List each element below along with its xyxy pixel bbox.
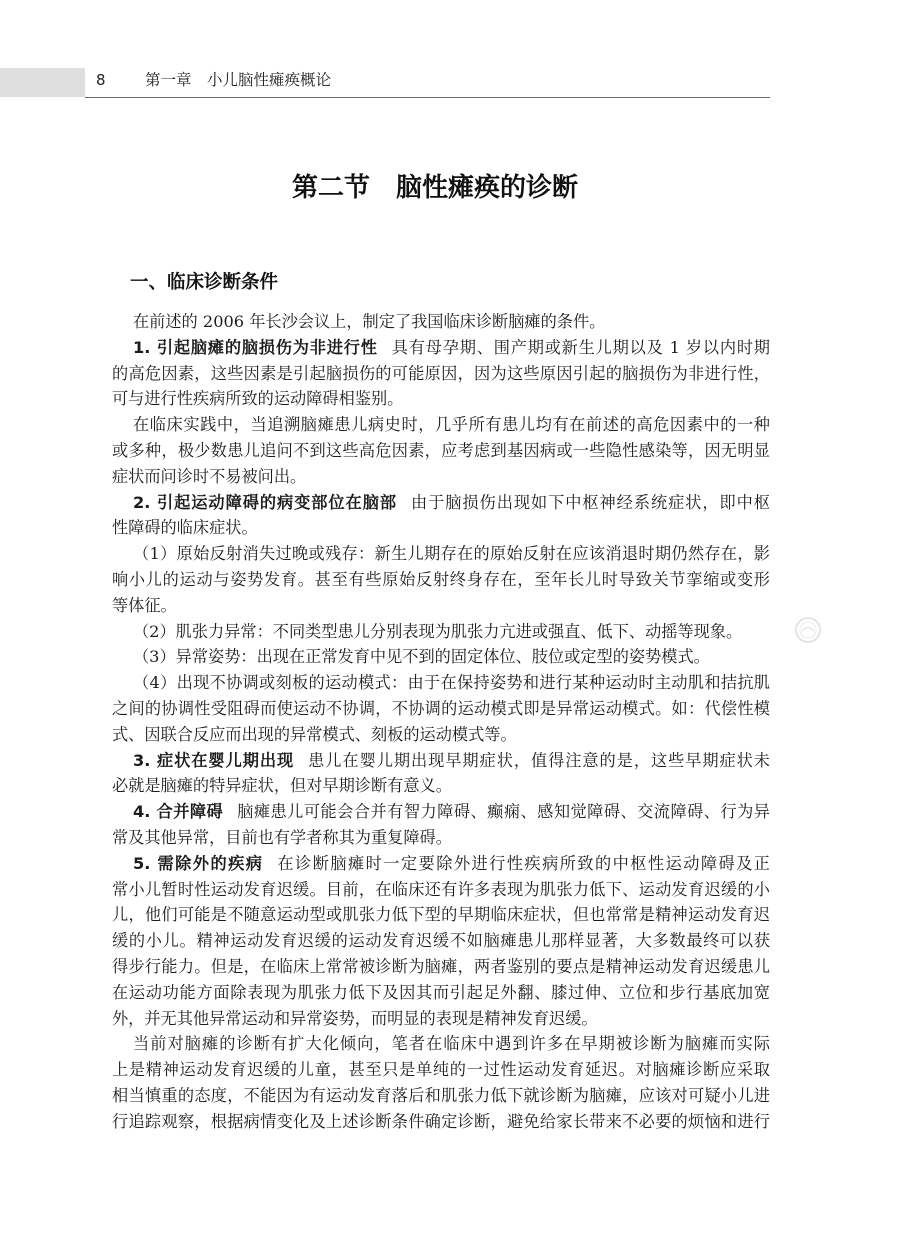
sub-item-4	[112, 670, 770, 747]
text-line: 响小儿的运动与姿势发育。甚至有些原始反射终身存在，至年长儿时导致关节挛缩或变形	[112, 569, 770, 589]
section-title: 第二节 脑性瘫痪的诊断	[291, 173, 578, 203]
numbered-criterion-4	[112, 799, 770, 851]
text-line: （1）原始反射消失过晚或残存：新生儿期存在的原始反射在应该消退时期仍然存在，影	[133, 544, 770, 564]
text-line-content: 患儿在婴儿期出现早期症状，值得注意的是，这些早期症状未	[308, 750, 770, 770]
text-line	[112, 851, 770, 877]
text-line-content: 具有母孕期、围产期或新生儿期以及 1 岁以内时期	[391, 337, 770, 357]
body-text	[112, 309, 770, 1135]
text-line: 性障碍的临床症状。	[112, 518, 258, 538]
criterion-lead-heading: 3. 症状在婴儿期出现	[133, 750, 295, 770]
criterion-lead-heading: 5. 需除外的疾病	[133, 853, 264, 873]
text-line: 行追踪观察，根据病情变化及上述诊断条件确定诊断，避免给家长带来不必要的烦恼和进行	[112, 1111, 770, 1131]
paragraph	[112, 309, 770, 335]
text-line: 相当慎重的态度，不能因为有运动发育落后和肌张力低下就诊断为脑瘫，应该对可疑小儿进	[112, 1085, 770, 1105]
paragraph	[112, 412, 770, 489]
text-line: 外，并无其他异常运动和异常姿势，而明显的表现是精神发育迟缓。	[112, 1008, 598, 1028]
text-line: 上是精神运动发育迟缓的儿童，甚至只是单纯的一过性运动发育延迟。对脑瘫诊断应采取	[112, 1060, 770, 1080]
sub-item-3	[112, 644, 770, 670]
text-line: 在运动功能方面除表现为肌张力低下及因其而引起足外翻、膝过伸、立位和步行基底加宽	[112, 982, 770, 1002]
text-line: 儿，他们可能是不随意运动型或肌张力低下型的早期临床症状，但也常常是精神运动发育迟	[112, 905, 770, 925]
text-line: （4）出现不协调或刻板的运动模式：由于在保持姿势和进行某种运动时主动肌和拮抗肌	[133, 673, 770, 693]
header-gray-bar	[0, 68, 85, 97]
text-line: 得步行能力。但是，在临床上常常被诊断为脑瘫，两者鉴别的要点是精神运动发育迟缓患儿	[112, 956, 770, 976]
page-number: 8	[96, 71, 106, 89]
text-line-content: 由于脑损伤出现如下中枢神经系统症状，即中枢	[410, 492, 770, 512]
watermark-logo-icon	[794, 616, 822, 644]
sub-item-2	[112, 619, 770, 645]
text-line: 必就是脑瘫的特异症状，但对早期诊断有意义。	[112, 776, 452, 796]
text-line: 症状而问诊时不易被问出。	[112, 466, 307, 486]
text-line: 等体征。	[112, 595, 177, 615]
text-line: 在前述的 2006 年长沙会议上，制定了我国临床诊断脑瘫的条件。	[133, 312, 606, 331]
criterion-lead-heading: 4. 合并障碍	[133, 802, 224, 822]
subsection-heading: 一、临床诊断条件	[130, 272, 279, 293]
text-line: 当前对脑瘫的诊断有扩大化倾向，笔者在临床中遇到许多在早期被诊断为脑瘫而实际	[133, 1034, 770, 1054]
running-head-chapter-title: 第一章 小儿脑性瘫痪概论	[145, 71, 332, 89]
text-line: 之间的协调性受阻碍而使运动不协调，不协调的运动模式即是异常运动模式。如：代偿性模	[112, 698, 770, 718]
text-line: 缓的小儿。精神运动发育迟缓的运动发育迟缓不如脑瘫患儿那样显著，大多数最终可以获	[112, 931, 770, 951]
text-line: 常及其他异常，目前也有学者称其为重复障碍。	[112, 827, 452, 847]
criterion-lead-heading: 1. 引起脑瘫的脑损伤为非进行性	[133, 337, 378, 357]
text-line: 或多种，极少数患儿追问不到这些高危因素，应考虑到基因病或一些隐性感染等，因无明显	[112, 440, 770, 460]
numbered-criterion-2	[112, 490, 770, 542]
text-line-content: 在诊断脑瘫时一定要除外进行性疾病所致的中枢性运动障碍及正	[277, 853, 770, 873]
text-line	[112, 748, 770, 774]
paragraph	[112, 1031, 770, 1134]
numbered-criterion-5	[112, 851, 770, 1032]
sub-item-1	[112, 541, 770, 618]
text-line: （3）异常姿势：出现在正常发育中见不到的固定体位、肢位或定型的姿势模式。	[133, 647, 710, 667]
text-line	[112, 799, 770, 825]
text-line: 常小儿暂时性运动发育迟缓。目前，在临床还有许多表现为肌张力低下、运动发育迟缓的小	[112, 879, 770, 899]
text-line: 可与进行性疾病所致的运动障碍相鉴别。	[112, 389, 404, 409]
text-line: 式、因联合反应而出现的异常模式、刻板的运动模式等。	[112, 724, 517, 744]
text-line: 的高危因素，这些因素是引起脑损伤的可能原因，因为这些原因引起的脑损伤为非进行性，	[112, 363, 770, 383]
numbered-criterion-3	[112, 748, 770, 800]
text-line-content: 脑瘫患儿可能会合并有智力障碍、癫痫、感知觉障碍、交流障碍、行为异	[237, 802, 770, 822]
numbered-criterion-1	[112, 335, 770, 412]
header-rule	[85, 97, 770, 98]
criterion-lead-heading: 2. 引起运动障碍的病变部位在脑部	[133, 492, 397, 512]
text-line	[112, 490, 770, 516]
text-line: 在临床实践中，当追溯脑瘫患儿病史时，几乎所有患儿均有在前述的高危因素中的一种	[133, 415, 770, 435]
text-line	[112, 335, 770, 361]
text-line: （2）肌张力异常：不同类型患儿分别表现为肌张力亢进或强直、低下、动摇等现象。	[133, 621, 743, 641]
